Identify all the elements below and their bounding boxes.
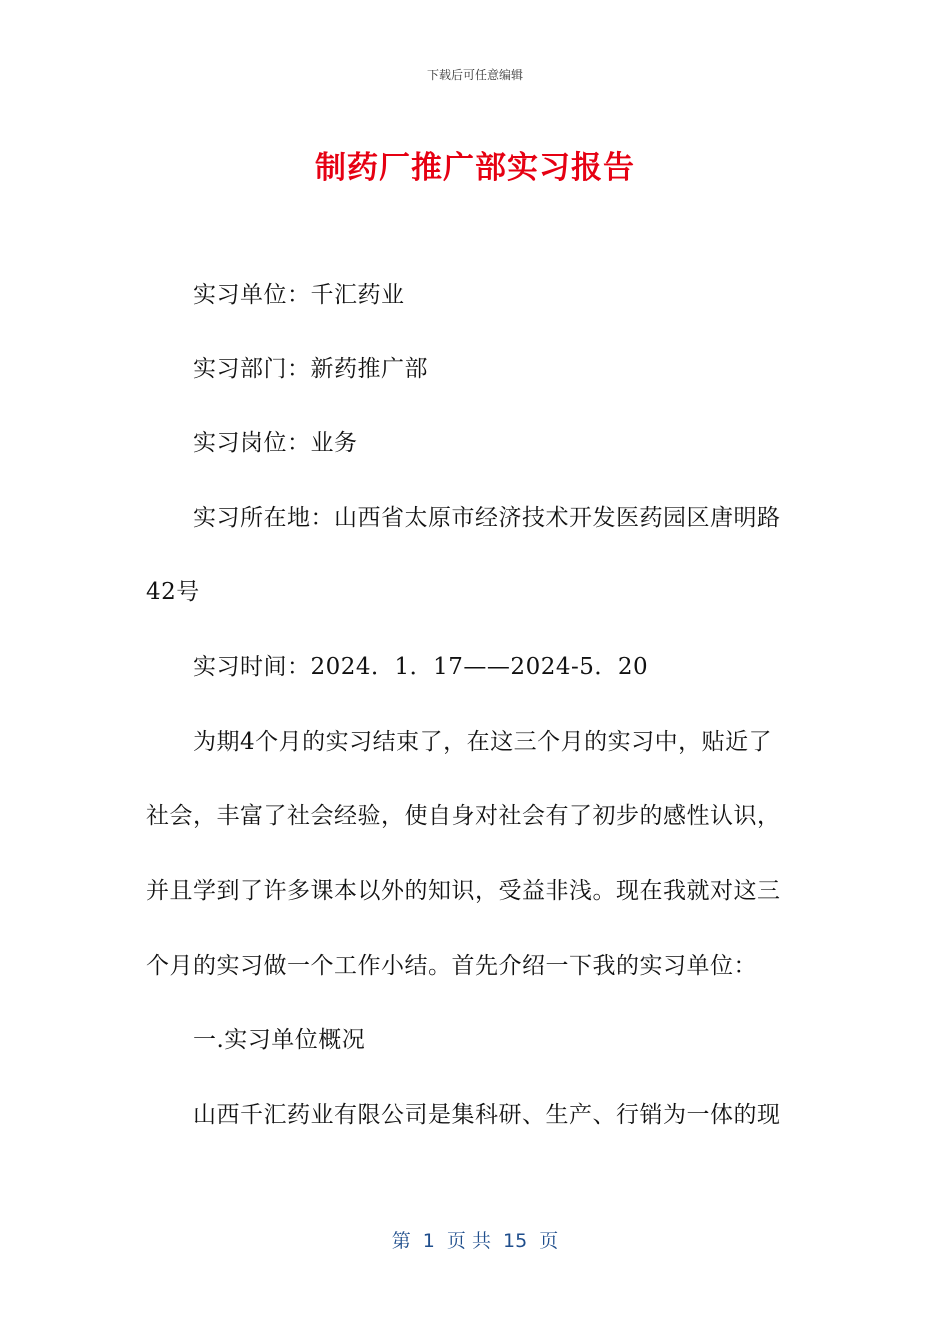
info-department: 实习部门：新药推广部 [193, 356, 428, 382]
document-title: 制药厂推广部实习报告 [315, 150, 635, 186]
body-paragraph-line: 为期4个月的实习结束了，在这三个月的实习中，贴近了 [193, 729, 773, 755]
info-position: 实习岗位：业务 [193, 430, 358, 456]
header-note: 下载后可任意编辑 [426, 68, 523, 82]
body-paragraph-line: 个月的实习做一个工作小结。首先介绍一下我的实习单位： [146, 953, 757, 979]
body-paragraph-line: 并且学到了许多课本以外的知识，受益非浅。现在我就对这三 [146, 878, 781, 904]
info-unit: 实习单位：千汇药业 [193, 282, 405, 308]
info-location-cont: 42号 [146, 579, 200, 605]
info-location: 实习所在地：山西省太原市经济技术开发医药园区唐明路 [193, 505, 781, 531]
section-heading: 一.实习单位概况 [193, 1027, 366, 1053]
info-period: 实习时间：2024．1．17——2024-5．20 [193, 654, 649, 680]
page-number-footer: 第 1 页 共 15 页 [391, 1230, 559, 1252]
body-paragraph-line: 社会，丰富了社会经验，使自身对社会有了初步的感性认识， [146, 803, 781, 829]
body-paragraph-line: 山西千汇药业有限公司是集科研、生产、行销为一体的现 [193, 1102, 781, 1128]
